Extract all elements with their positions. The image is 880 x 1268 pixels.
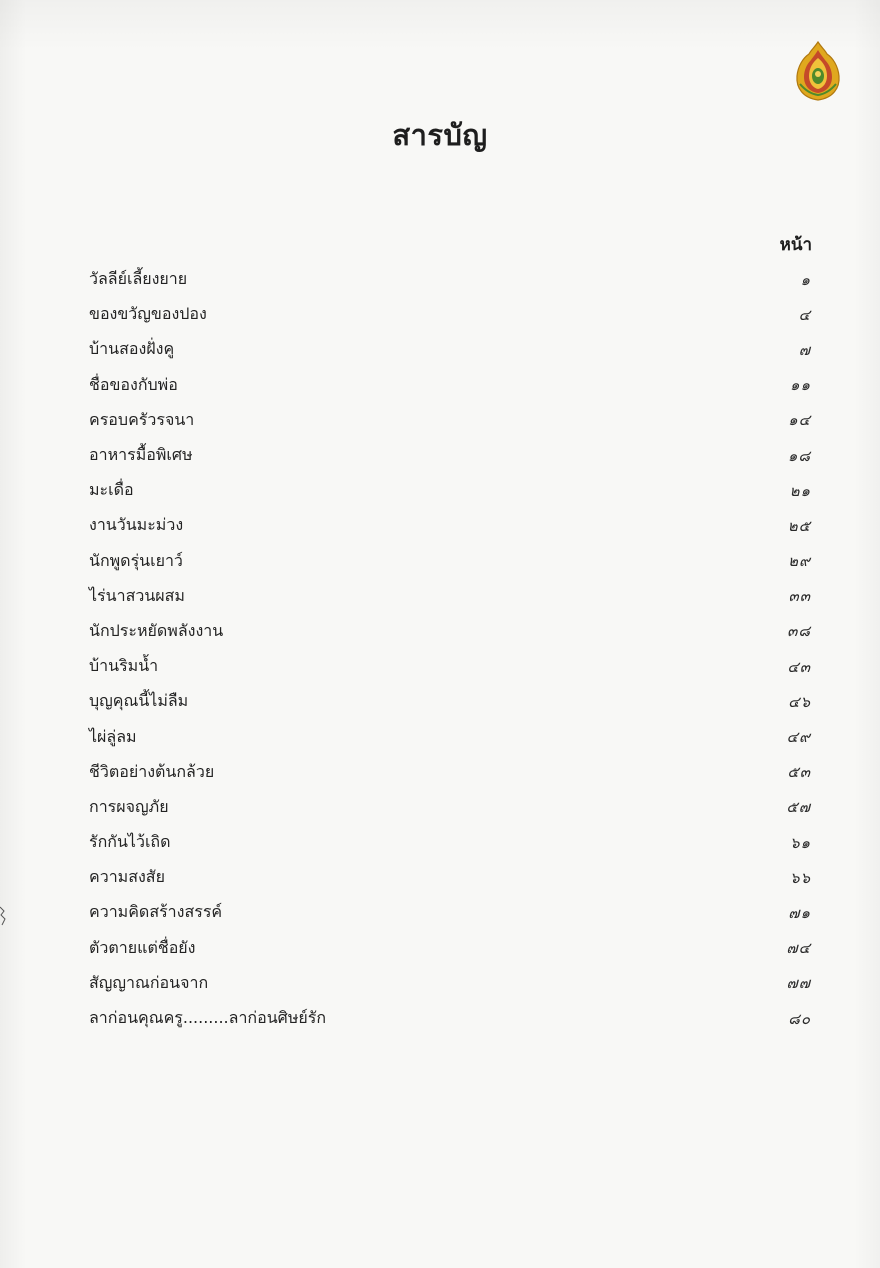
toc-entry-title: ชีวิตอย่างต้นกล้วย (89, 761, 215, 781)
toc-entry (89, 438, 811, 473)
toc-entry-title: ตัวตายแต่ชื่อยัง (89, 937, 196, 957)
toc-entry (89, 579, 811, 614)
toc-entry (89, 966, 811, 1001)
toc-entry-page: ๔๙ (786, 728, 811, 747)
toc-entry-page: ๑๔ (788, 411, 811, 430)
toc-entry (89, 825, 811, 860)
toc-entry-title: สัญญาณก่อนจาก (89, 972, 209, 992)
toc-entry-page: ๒๙ (788, 552, 811, 571)
page-column-header: หน้า (779, 235, 812, 255)
toc-entry-page: ๒๕ (787, 516, 811, 535)
toc-entry (89, 403, 811, 438)
toc-entry (89, 684, 811, 719)
toc-entry-page: ๕๗ (786, 798, 811, 817)
toc-entry-page: ๔๖ (788, 692, 811, 711)
toc-entry-page: ๓๘ (787, 622, 811, 641)
toc-entry (89, 1001, 811, 1036)
toc-entry-title: ไผ่ลู่ลม (89, 726, 137, 746)
toc-entry-page: ๑๘ (787, 446, 811, 465)
toc-entry (89, 544, 811, 579)
toc-entry-title: มะเดื่อ (89, 480, 134, 500)
toc-entry-title: บุญคุณนี้ไม่ลืม (89, 691, 189, 711)
toc-entry (89, 755, 811, 790)
toc-entry-page: ๗๑ (788, 903, 811, 922)
toc-entry-page: ๔๓ (787, 657, 811, 676)
toc-entry-page: ๗๔ (786, 939, 811, 958)
toc-entry-page: ๖๖ (789, 868, 811, 887)
toc-entry-title: งานวันมะม่วง (89, 515, 184, 535)
toc-entry (89, 508, 811, 543)
toc-entry-page: ๑ (800, 270, 811, 289)
toc-entry-page: ๗ (798, 340, 811, 359)
toc-entry-title: ความสงสัย (89, 867, 165, 887)
toc-entry-title: ชื่อของกับพ่อ (89, 374, 178, 394)
toc-entry (89, 262, 811, 297)
toc-entry-title: บ้านริมน้ำ (89, 656, 159, 676)
toc-entry-title: นักพูดรุ่นเยาว์ (89, 550, 183, 570)
table-of-contents (89, 262, 811, 1036)
page-title: สารบัญ (392, 118, 488, 152)
toc-entry-title: การผจญภัย (89, 796, 169, 816)
toc-entry (89, 332, 811, 367)
toc-entry-title: ลาก่อนคุณครู.........ลาก่อนศิษย์รัก (89, 1008, 327, 1028)
toc-entry (89, 614, 811, 649)
ministry-emblem-icon (795, 40, 841, 102)
toc-entry-page: ๖๑ (789, 833, 811, 852)
toc-entry (89, 895, 811, 930)
toc-entry-page: ๒๑ (789, 481, 811, 500)
toc-entry-title: บ้านสองฝั่งคู (89, 339, 175, 359)
toc-entry-title: รักกันไว้เถิด (89, 832, 171, 852)
toc-entry-title: ของขวัญของปอง (89, 304, 207, 324)
toc-entry-page: ๗๗ (786, 974, 811, 993)
scan-artifact-icon (0, 905, 6, 929)
toc-entry (89, 473, 811, 508)
toc-entry (89, 719, 811, 754)
toc-entry (89, 368, 811, 403)
toc-entry-page: ๔ (798, 305, 811, 324)
toc-entry-title: ไร่นาสวนผสม (89, 585, 185, 605)
toc-entry-title: ความคิดสร้างสรรค์ (89, 902, 223, 922)
toc-entry-page: ๑๑ (789, 376, 811, 395)
toc-entry-title: อาหารมื้อพิเศษ (89, 445, 193, 465)
toc-entry (89, 931, 811, 966)
toc-entry-page: ๕๓ (787, 763, 811, 782)
toc-entry (89, 790, 811, 825)
toc-entry-title: วัลลีย์เลี้ยงยาย (89, 269, 188, 289)
toc-entry-page: ๓๓ (788, 587, 811, 606)
scan-edge-mark (0, 905, 6, 929)
toc-entry-page: ๘๐ (788, 1009, 811, 1028)
toc-entry-title: นักประหยัดพลังงาน (89, 620, 224, 640)
toc-entry-title: ครอบครัวรจนา (89, 409, 195, 429)
toc-entry (89, 860, 811, 895)
toc-entry (89, 649, 811, 684)
toc-entry (89, 297, 811, 332)
